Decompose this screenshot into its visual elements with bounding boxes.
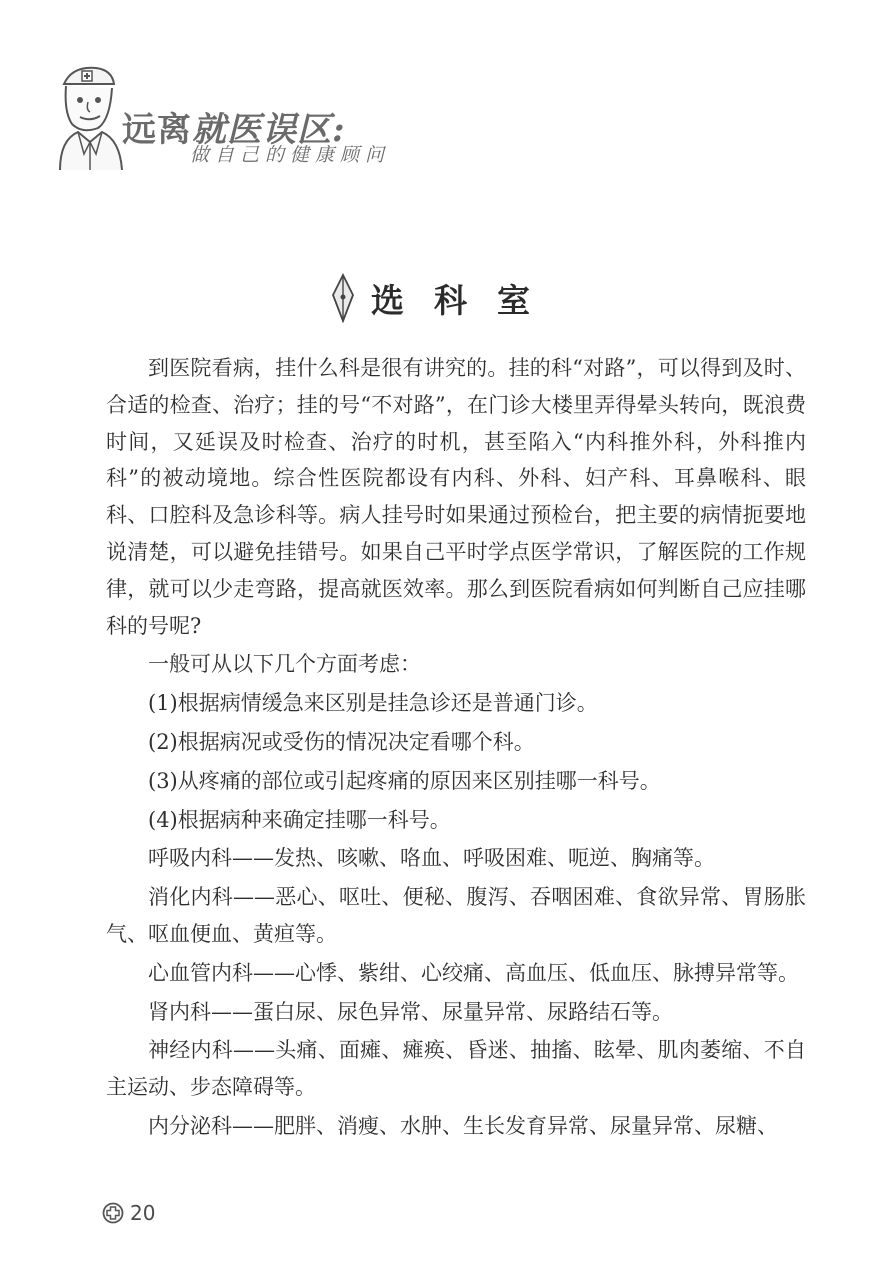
paragraph-intro: 到医院看病，挂什么科是很有讲究的。挂的科“对路”，可以得到及时、合适的检查、治疗；挂的号“不对路”，在门诊大楼里弄得晕头转向，既浪费时间，又延误及时检查、治疗的时机，甚至陷入“内科推外科，外科推内科”的被动境地。综合性医院都设有内科、外科、妇产科、耳鼻喉科、眼科、口腔科及急诊科等。病人挂号时如果通过预检台，把主要的病情扼要地说清楚，可以避免挂错号。如果自己平时学点医学常识，了解医院的工作规律，就可以少走弯路，提高就医效率。那么到医院看病如何判断自己应挂哪科的号呢? [106, 356, 806, 638]
series-subtitle: 做自己的健康顾问 [190, 144, 391, 166]
department-nephrology: 肾内科——蛋白尿、尿色异常、尿量异常、尿路结石等。 [148, 999, 673, 1024]
department-cardiovascular: 心血管内科——心悸、紫绀、心绞痛、高血压、低血压、脉搏异常等。 [148, 960, 799, 985]
list-item-3: (3)从疼痛的部位或引起疼痛的原因来区别挂哪一科号。 [148, 768, 661, 793]
body-text [106, 350, 806, 1145]
book-header [50, 62, 470, 172]
list-item-1: (1)根据病情缓急来区别是挂急诊还是普通门诊。 [148, 691, 598, 716]
paragraph-considerations: 一般可从以下几个方面考虑： [148, 652, 421, 677]
medical-cross-circle-icon [102, 1202, 124, 1224]
section-heading [0, 268, 889, 328]
department-neurology: 神经内科——头痛、面瘫、瘫痪、昏迷、抽搐、眩晕、肌肉萎缩、不自主运动、步态障碍等。 [106, 1038, 806, 1100]
department-digestive: 消化内科——恶心、呕吐、便秘、腹泻、吞咽困难、食欲异常、胃肠胀气、呕血便血、黄疸等。 [106, 885, 806, 946]
quill-nib-icon [329, 273, 357, 323]
list-item-4: (4)根据病种来确定挂哪一科号。 [148, 807, 451, 832]
department-endocrinology: 内分泌科——肥胖、消瘦、水肿、生长发育异常、尿量异常、尿糖、 [148, 1113, 778, 1138]
page-footer [102, 1198, 155, 1228]
list-item-2: (2)根据病况或受伤的情况决定看哪个科。 [148, 729, 535, 754]
page-number: 20 [130, 1201, 156, 1225]
series-title-part-a: 远离 [122, 110, 192, 150]
doctor-mascot-icon [50, 62, 130, 170]
section-title: 选科室 [371, 280, 560, 320]
series-title-part-b: 就医误区: [192, 110, 346, 150]
department-respiratory: 呼吸内科——发热、咳嗽、咯血、呼吸困难、呃逆、胸痛等。 [148, 846, 715, 871]
